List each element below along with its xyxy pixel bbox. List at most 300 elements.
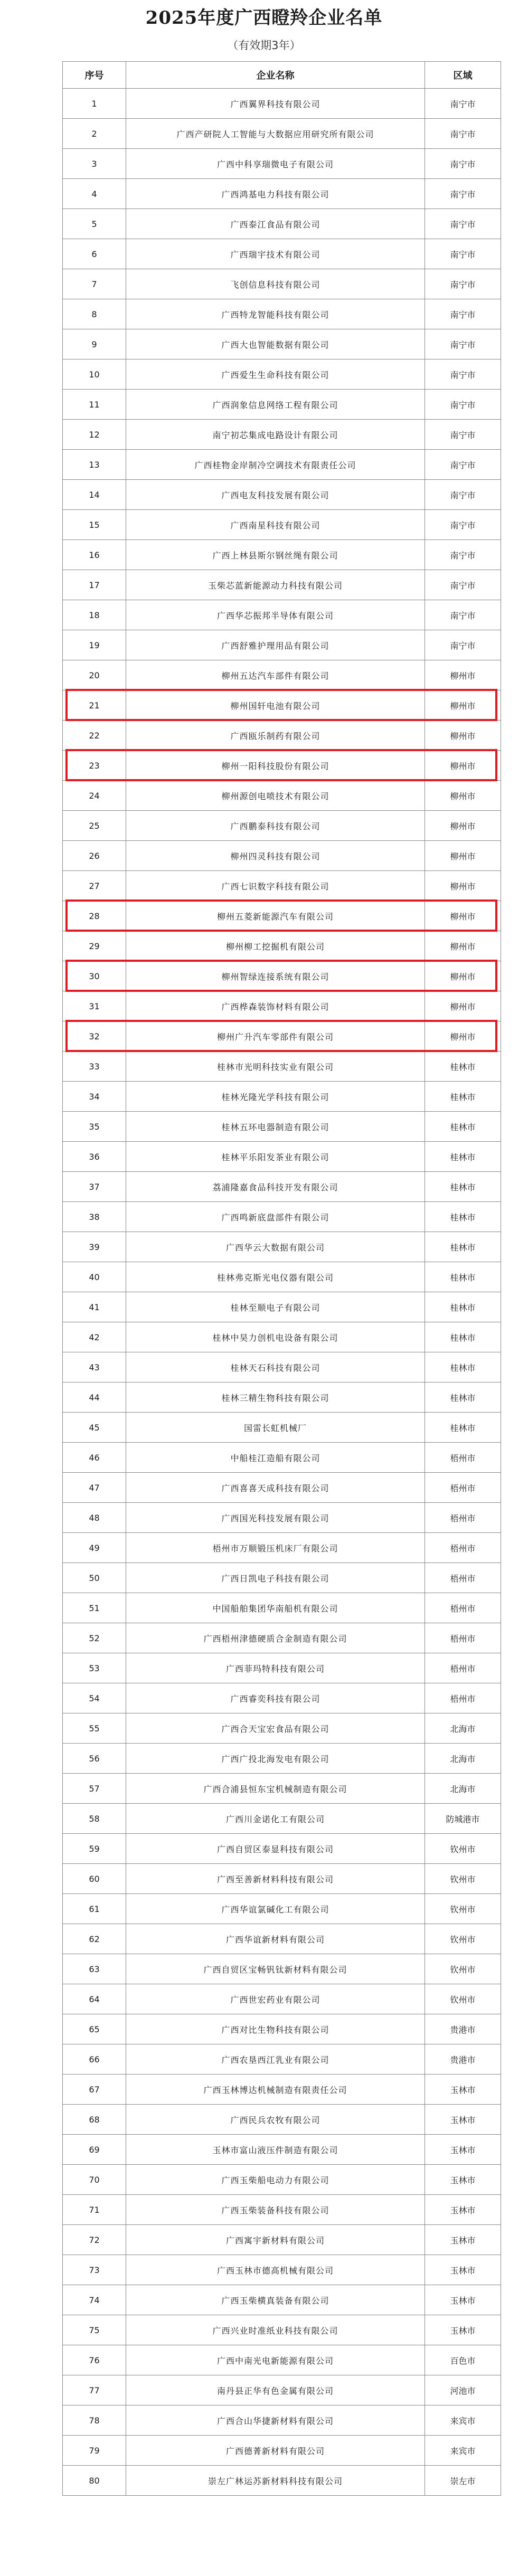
table-row	[63, 2375, 501, 2405]
table-row	[63, 1533, 501, 1563]
table-row	[63, 2044, 501, 2075]
company-name-cell: 广西玉柴船电动力有限公司	[126, 2165, 425, 2195]
serial-number-cell: 37	[63, 1172, 126, 1202]
table-row	[63, 1473, 501, 1503]
company-name-cell: 广西农垦西江乳业有限公司	[126, 2044, 425, 2075]
serial-number-cell: 51	[63, 1593, 126, 1623]
serial-number-cell: 79	[63, 2436, 126, 2466]
table-row	[63, 1894, 501, 1924]
company-name-cell: 桂林天石科技有限公司	[126, 1352, 425, 1382]
company-name-cell: 广西鸣新底盘部件有限公司	[126, 1202, 425, 1232]
company-name-cell: 广西华云大数据有限公司	[126, 1232, 425, 1262]
company-name-cell: 广西华谊氯碱化工有限公司	[126, 1894, 425, 1924]
table-row	[63, 269, 501, 299]
table-row	[63, 1082, 501, 1112]
company-name-cell: 广西电友科技发展有限公司	[126, 480, 425, 510]
serial-number-cell: 12	[63, 420, 126, 450]
table-row	[63, 1864, 501, 1894]
serial-number-cell: 40	[63, 1262, 126, 1292]
table-row	[63, 1443, 501, 1473]
region-cell: 梧州市	[425, 1653, 501, 1683]
table-row	[63, 149, 501, 179]
table-row	[63, 2195, 501, 2225]
region-cell: 桂林市	[425, 1322, 501, 1352]
table-row	[63, 781, 501, 811]
region-cell: 柳州市	[425, 660, 501, 690]
company-name-cell: 广西大也智能数据有限公司	[126, 329, 425, 359]
region-cell: 玉林市	[425, 2195, 501, 2225]
region-cell: 南宁市	[425, 390, 501, 420]
company-name-cell: 桂林弗克斯光电仪器有限公司	[126, 1262, 425, 1292]
serial-number-cell: 31	[63, 991, 126, 1021]
table-row	[63, 811, 501, 841]
serial-number-cell: 29	[63, 931, 126, 961]
table-row	[63, 1744, 501, 1774]
region-cell: 南宁市	[425, 149, 501, 179]
company-name-cell: 广西舒雅护理用品有限公司	[126, 630, 425, 660]
region-cell: 玉林市	[425, 2165, 501, 2195]
company-name-cell: 广西菲玛特科技有限公司	[126, 1653, 425, 1683]
document-title: 2025年度广西瞪羚企业名单	[145, 7, 383, 29]
serial-number-cell: 69	[63, 2135, 126, 2165]
serial-number-cell: 19	[63, 630, 126, 660]
company-name-cell: 广西七识数字科技有限公司	[126, 871, 425, 901]
company-name-cell: 桂林五环电器制造有限公司	[126, 1112, 425, 1142]
region-cell: 玉林市	[425, 2105, 501, 2135]
company-name-cell: 广西桂物金岸制冷空调技术有限责任公司	[126, 450, 425, 480]
serial-number-cell: 32	[63, 1021, 126, 1052]
company-name-cell: 桂林光隆光学科技有限公司	[126, 1082, 425, 1112]
serial-number-cell: 9	[63, 329, 126, 359]
serial-number-cell: 68	[63, 2105, 126, 2135]
serial-number-cell: 42	[63, 1322, 126, 1352]
region-cell: 南宁市	[425, 480, 501, 510]
table-row	[63, 1623, 501, 1653]
table-row	[63, 510, 501, 540]
company-name-cell: 玉柴芯蓝新能源动力科技有限公司	[126, 570, 425, 600]
region-cell: 桂林市	[425, 1112, 501, 1142]
region-cell: 柳州市	[425, 841, 501, 871]
serial-number-cell: 46	[63, 1443, 126, 1473]
region-cell: 梧州市	[425, 1593, 501, 1623]
table-row	[63, 1834, 501, 1864]
serial-number-cell: 64	[63, 1984, 126, 2014]
table-row	[63, 390, 501, 420]
company-name-cell: 广西华芯振邦半导体有限公司	[126, 600, 425, 630]
company-name-cell: 广西泰江食品有限公司	[126, 209, 425, 239]
table-row	[63, 1262, 501, 1292]
serial-number-cell: 77	[63, 2375, 126, 2405]
table-row	[63, 1112, 501, 1142]
company-name-cell: 广西中科享瑞微电子有限公司	[126, 149, 425, 179]
company-name-cell: 南丹县正华有色金属有限公司	[126, 2375, 425, 2405]
table-row	[63, 1653, 501, 1683]
company-name-cell: 国雷长虹机械厂	[126, 1413, 425, 1443]
region-cell: 柳州市	[425, 721, 501, 751]
company-name-cell: 广西玉柴装备科技有限公司	[126, 2195, 425, 2225]
region-cell: 桂林市	[425, 1232, 501, 1262]
region-cell: 南宁市	[425, 329, 501, 359]
serial-number-cell: 8	[63, 299, 126, 329]
serial-number-cell: 54	[63, 1683, 126, 1713]
table-row	[63, 359, 501, 390]
table-row-highlighted	[63, 690, 501, 721]
region-cell: 柳州市	[425, 781, 501, 811]
table-row	[63, 179, 501, 209]
serial-number-cell: 65	[63, 2014, 126, 2044]
company-name-cell: 广西至善新材料科技有限公司	[126, 1864, 425, 1894]
company-name-cell: 广西喜喜天成科技有限公司	[126, 1473, 425, 1503]
serial-number-cell: 60	[63, 1864, 126, 1894]
table-row	[63, 1924, 501, 1954]
company-name-cell: 广西世宏药业有限公司	[126, 1984, 425, 2014]
serial-number-cell: 21	[63, 690, 126, 721]
region-cell: 玉林市	[425, 2075, 501, 2105]
region-cell: 百色市	[425, 2345, 501, 2375]
region-cell: 北海市	[425, 1774, 501, 1804]
serial-number-cell: 76	[63, 2345, 126, 2375]
serial-number-cell: 48	[63, 1503, 126, 1533]
region-cell: 梧州市	[425, 1623, 501, 1653]
table-row	[63, 1382, 501, 1413]
company-name-cell: 广西桦森装饰材料有限公司	[126, 991, 425, 1021]
region-cell: 柳州市	[425, 901, 501, 931]
region-cell: 玉林市	[425, 2135, 501, 2165]
serial-number-cell: 18	[63, 600, 126, 630]
company-name-cell: 中国船舶集团华南船机有限公司	[126, 1593, 425, 1623]
serial-number-cell: 61	[63, 1894, 126, 1924]
table-row	[63, 2255, 501, 2285]
region-cell: 南宁市	[425, 89, 501, 119]
table-row	[63, 1804, 501, 1834]
serial-number-cell: 15	[63, 510, 126, 540]
region-cell: 南宁市	[425, 510, 501, 540]
region-cell: 南宁市	[425, 570, 501, 600]
company-name-cell: 广西鸿基电力科技有限公司	[126, 179, 425, 209]
company-name-cell: 广西自贸区宝畅钒钛新材料有限公司	[126, 1954, 425, 1984]
serial-number-cell: 43	[63, 1352, 126, 1382]
serial-number-cell: 45	[63, 1413, 126, 1443]
region-cell: 防城港市	[425, 1804, 501, 1834]
table-row	[63, 2285, 501, 2315]
region-cell: 玉林市	[425, 2225, 501, 2255]
company-name-cell: 广西玉柴横真装备有限公司	[126, 2285, 425, 2315]
serial-number-cell: 53	[63, 1653, 126, 1683]
company-name-cell: 广西润象信息网络工程有限公司	[126, 390, 425, 420]
header-serial-number: 序号	[63, 62, 126, 89]
table-row	[63, 1322, 501, 1352]
table-row	[63, 1142, 501, 1172]
region-cell: 玉林市	[425, 2315, 501, 2345]
region-cell: 梧州市	[425, 1443, 501, 1473]
company-name-cell: 梧州市万顺锻压机床厂有限公司	[126, 1533, 425, 1563]
table-row	[63, 2165, 501, 2195]
company-name-cell: 广西上林县斯尔钢丝绳有限公司	[126, 540, 425, 570]
serial-number-cell: 33	[63, 1052, 126, 1082]
table-row	[63, 2225, 501, 2255]
table-row-highlighted	[63, 961, 501, 991]
region-cell: 钦州市	[425, 1834, 501, 1864]
table-row	[63, 1172, 501, 1202]
table-row	[63, 329, 501, 359]
table-row	[63, 1413, 501, 1443]
table-row	[63, 630, 501, 660]
table-header-row	[63, 62, 501, 89]
table-row	[63, 660, 501, 690]
region-cell: 南宁市	[425, 119, 501, 149]
company-name-cell: 南宁初芯集成电路设计有限公司	[126, 420, 425, 450]
serial-number-cell: 47	[63, 1473, 126, 1503]
company-name-cell: 柳州五达汽车部件有限公司	[126, 660, 425, 690]
serial-number-cell: 5	[63, 209, 126, 239]
region-cell: 来宾市	[425, 2405, 501, 2436]
table-row	[63, 1052, 501, 1082]
region-cell: 南宁市	[425, 359, 501, 390]
serial-number-cell: 57	[63, 1774, 126, 1804]
table-row	[63, 299, 501, 329]
table-row	[63, 1352, 501, 1382]
region-cell: 桂林市	[425, 1262, 501, 1292]
company-list-table	[62, 61, 501, 2496]
region-cell: 北海市	[425, 1744, 501, 1774]
header-region: 区域	[425, 62, 501, 89]
region-cell: 梧州市	[425, 1563, 501, 1593]
company-name-cell: 桂林市光明科技实业有限公司	[126, 1052, 425, 1082]
table-row	[63, 1683, 501, 1713]
table-row	[63, 931, 501, 961]
table-row	[63, 1774, 501, 1804]
company-name-cell: 广西产研院人工智能与大数据应用研究所有限公司	[126, 119, 425, 149]
company-name-cell: 广西瑞宇技术有限公司	[126, 239, 425, 269]
region-cell: 柳州市	[425, 751, 501, 781]
serial-number-cell: 35	[63, 1112, 126, 1142]
region-cell: 南宁市	[425, 179, 501, 209]
company-name-cell: 广西合浦县恒东宝机械制造有限公司	[126, 1774, 425, 1804]
table-row	[63, 2466, 501, 2496]
region-cell: 桂林市	[425, 1052, 501, 1082]
serial-number-cell: 17	[63, 570, 126, 600]
table-row	[63, 721, 501, 751]
header-company-name: 企业名称	[126, 62, 425, 89]
table-row-highlighted	[63, 1021, 501, 1052]
serial-number-cell: 7	[63, 269, 126, 299]
region-cell: 崇左市	[425, 2466, 501, 2496]
table-row	[63, 2135, 501, 2165]
region-cell: 桂林市	[425, 1202, 501, 1232]
serial-number-cell: 59	[63, 1834, 126, 1864]
region-cell: 贵港市	[425, 2044, 501, 2075]
serial-number-cell: 70	[63, 2165, 126, 2195]
company-name-cell: 广西特龙智能科技有限公司	[126, 299, 425, 329]
company-name-cell: 桂林中昊力创机电设备有限公司	[126, 1322, 425, 1352]
table-row	[63, 540, 501, 570]
region-cell: 桂林市	[425, 1292, 501, 1322]
table-row	[63, 841, 501, 871]
region-cell: 柳州市	[425, 690, 501, 721]
serial-number-cell: 30	[63, 961, 126, 991]
table-row	[63, 1713, 501, 1744]
serial-number-cell: 63	[63, 1954, 126, 1984]
region-cell: 南宁市	[425, 420, 501, 450]
table-row	[63, 2345, 501, 2375]
company-name-cell: 柳州智绿连接系统有限公司	[126, 961, 425, 991]
region-cell: 南宁市	[425, 209, 501, 239]
company-name-cell: 广西民兵农牧有限公司	[126, 2105, 425, 2135]
serial-number-cell: 27	[63, 871, 126, 901]
serial-number-cell: 41	[63, 1292, 126, 1322]
table-row	[63, 991, 501, 1021]
company-name-cell: 中船桂江造船有限公司	[126, 1443, 425, 1473]
serial-number-cell: 34	[63, 1082, 126, 1112]
company-name-cell: 广西日凯电子科技有限公司	[126, 1563, 425, 1593]
region-cell: 柳州市	[425, 871, 501, 901]
region-cell: 梧州市	[425, 1473, 501, 1503]
table-row	[63, 600, 501, 630]
table-row	[63, 89, 501, 119]
region-cell: 梧州市	[425, 1503, 501, 1533]
table-row	[63, 239, 501, 269]
table-row	[63, 871, 501, 901]
company-name-cell: 广西自贸区泰显科技有限公司	[126, 1834, 425, 1864]
region-cell: 桂林市	[425, 1172, 501, 1202]
serial-number-cell: 74	[63, 2285, 126, 2315]
region-cell: 南宁市	[425, 239, 501, 269]
region-cell: 南宁市	[425, 299, 501, 329]
serial-number-cell: 13	[63, 450, 126, 480]
company-name-cell: 广西合天宝宏食品有限公司	[126, 1713, 425, 1744]
serial-number-cell: 52	[63, 1623, 126, 1653]
region-cell: 南宁市	[425, 630, 501, 660]
company-name-cell: 柳州源创电喷技术有限公司	[126, 781, 425, 811]
serial-number-cell: 55	[63, 1713, 126, 1744]
company-name-cell: 柳州广升汽车零部件有限公司	[126, 1021, 425, 1052]
company-name-cell: 桂林平乐阳发茶业有限公司	[126, 1142, 425, 1172]
region-cell: 南宁市	[425, 269, 501, 299]
company-name-cell: 广西翼界科技有限公司	[126, 89, 425, 119]
company-name-cell: 广西爱生生命科技有限公司	[126, 359, 425, 390]
company-name-cell: 柳州柳工挖掘机有限公司	[126, 931, 425, 961]
region-cell: 河池市	[425, 2375, 501, 2405]
serial-number-cell: 24	[63, 781, 126, 811]
company-name-cell: 荔浦隆嘉食品科技开发有限公司	[126, 1172, 425, 1202]
table-row-highlighted	[63, 751, 501, 781]
region-cell: 柳州市	[425, 811, 501, 841]
table-row	[63, 2436, 501, 2466]
table-row	[63, 1984, 501, 2014]
table-row-highlighted	[63, 901, 501, 931]
company-name-cell: 广西华谊新材料有限公司	[126, 1924, 425, 1954]
company-name-cell: 广西兴业时准纸业科技有限公司	[126, 2315, 425, 2345]
table-row	[63, 119, 501, 149]
region-cell: 南宁市	[425, 600, 501, 630]
company-name-cell: 桂林三精生物科技有限公司	[126, 1382, 425, 1413]
region-cell: 玉林市	[425, 2285, 501, 2315]
serial-number-cell: 23	[63, 751, 126, 781]
region-cell: 钦州市	[425, 1864, 501, 1894]
serial-number-cell: 66	[63, 2044, 126, 2075]
serial-number-cell: 56	[63, 1744, 126, 1774]
serial-number-cell: 39	[63, 1232, 126, 1262]
company-name-cell: 广西德菁新材料有限公司	[126, 2436, 425, 2466]
serial-number-cell: 25	[63, 811, 126, 841]
company-name-cell: 广西梧州津德硬质合金制造有限公司	[126, 1623, 425, 1653]
serial-number-cell: 44	[63, 1382, 126, 1413]
serial-number-cell: 36	[63, 1142, 126, 1172]
region-cell: 柳州市	[425, 931, 501, 961]
serial-number-cell: 38	[63, 1202, 126, 1232]
serial-number-cell: 16	[63, 540, 126, 570]
company-name-cell: 广西鹏泰科技有限公司	[126, 811, 425, 841]
region-cell: 柳州市	[425, 1021, 501, 1052]
serial-number-cell: 1	[63, 89, 126, 119]
region-cell: 桂林市	[425, 1413, 501, 1443]
table-row	[63, 2105, 501, 2135]
serial-number-cell: 73	[63, 2255, 126, 2285]
region-cell: 钦州市	[425, 1984, 501, 2014]
region-cell: 梧州市	[425, 1533, 501, 1563]
serial-number-cell: 62	[63, 1924, 126, 1954]
serial-number-cell: 20	[63, 660, 126, 690]
serial-number-cell: 2	[63, 119, 126, 149]
company-name-cell: 广西国光科技发展有限公司	[126, 1503, 425, 1533]
region-cell: 桂林市	[425, 1082, 501, 1112]
company-name-cell: 柳州一阳科技股份有限公司	[126, 751, 425, 781]
serial-number-cell: 78	[63, 2405, 126, 2436]
region-cell: 桂林市	[425, 1142, 501, 1172]
company-name-cell: 广西睿奕科技有限公司	[126, 1683, 425, 1713]
region-cell: 柳州市	[425, 991, 501, 1021]
serial-number-cell: 11	[63, 390, 126, 420]
table-row	[63, 1593, 501, 1623]
company-name-cell: 广西广投北海发电有限公司	[126, 1744, 425, 1774]
serial-number-cell: 22	[63, 721, 126, 751]
region-cell: 梧州市	[425, 1683, 501, 1713]
company-name-cell: 广西中南光电新能源有限公司	[126, 2345, 425, 2375]
company-name-cell: 广西川金诺化工有限公司	[126, 1804, 425, 1834]
region-cell: 贵港市	[425, 2014, 501, 2044]
serial-number-cell: 28	[63, 901, 126, 931]
company-name-cell: 广西寓宇新材料有限公司	[126, 2225, 425, 2255]
table-row	[63, 2315, 501, 2345]
company-name-cell: 广西瓯乐制药有限公司	[126, 721, 425, 751]
table-row	[63, 1563, 501, 1593]
serial-number-cell: 80	[63, 2466, 126, 2496]
company-name-cell: 广西对比生物科技有限公司	[126, 2014, 425, 2044]
region-cell: 桂林市	[425, 1382, 501, 1413]
serial-number-cell: 50	[63, 1563, 126, 1593]
company-name-cell: 柳州四灵科技有限公司	[126, 841, 425, 871]
region-cell: 玉林市	[425, 2255, 501, 2285]
serial-number-cell: 14	[63, 480, 126, 510]
company-name-cell: 柳州五菱新能源汽车有限公司	[126, 901, 425, 931]
serial-number-cell: 71	[63, 2195, 126, 2225]
table-row	[63, 1954, 501, 1984]
serial-number-cell: 10	[63, 359, 126, 390]
serial-number-cell: 72	[63, 2225, 126, 2255]
region-cell: 桂林市	[425, 1352, 501, 1382]
table-row	[63, 1202, 501, 1232]
table-row	[63, 2075, 501, 2105]
document-subtitle: （有效期3年）	[227, 39, 301, 52]
region-cell: 柳州市	[425, 961, 501, 991]
region-cell: 钦州市	[425, 1954, 501, 1984]
table-row	[63, 450, 501, 480]
table-row	[63, 209, 501, 239]
company-name-cell: 玉林市富山液压件制造有限公司	[126, 2135, 425, 2165]
table-row	[63, 1232, 501, 1262]
region-cell: 南宁市	[425, 540, 501, 570]
region-cell: 钦州市	[425, 1894, 501, 1924]
